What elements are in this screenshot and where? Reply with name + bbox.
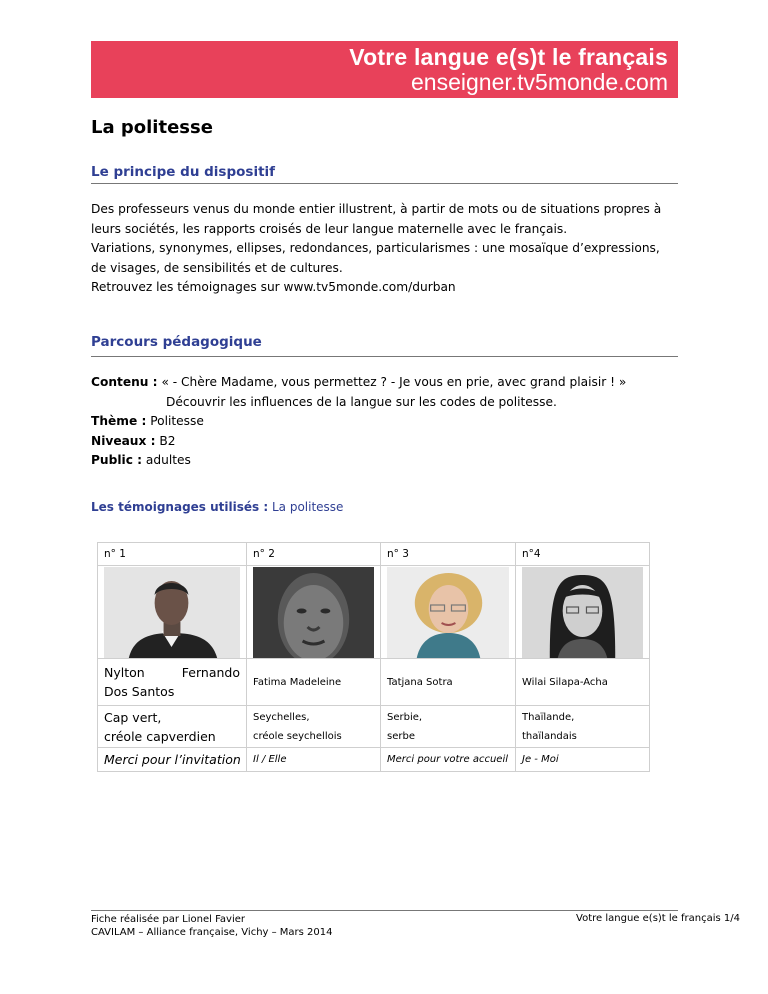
section-divider <box>91 356 678 357</box>
contenu-detail: Découvrir les influences de la langue sur les codes de politesse. <box>166 395 557 409</box>
table-row <box>98 748 650 772</box>
table-cell <box>247 706 381 748</box>
temoin-expression: Je - Moi <box>522 754 559 765</box>
temoin-name: Wilai Silapa-Acha <box>522 676 608 688</box>
temoin-expression: Il / Elle <box>253 754 287 765</box>
temoin-country: Seychelles, <box>253 711 310 723</box>
banner-title: Votre langue e(s)t le français <box>349 44 668 70</box>
table-cell <box>516 748 650 772</box>
table-cell <box>247 748 381 772</box>
table-row <box>98 659 650 706</box>
temoignages-heading <box>91 500 343 514</box>
section-divider <box>91 183 678 184</box>
principe-paragraph <box>91 200 681 298</box>
banner-subtitle: enseigner.tv5monde.com <box>411 69 668 95</box>
temoin-name: Fatima Madeleine <box>253 676 342 688</box>
table-cell <box>247 659 381 706</box>
theme-line <box>91 412 204 432</box>
table-cell <box>98 543 247 566</box>
footer-page-number: Votre langue e(s)t le français 1/4 <box>576 913 740 924</box>
table-cell <box>247 566 381 659</box>
temoin-name: Tatjana Sotra <box>387 676 453 688</box>
table-cell <box>516 659 650 706</box>
table-cell <box>516 706 650 748</box>
contenu-line <box>91 373 626 393</box>
header-banner <box>91 41 678 98</box>
footer-organization: CAVILAM – Alliance française, Vichy – Mars 2014 <box>91 927 333 938</box>
public-value: adultes <box>145 453 191 467</box>
table-cell <box>98 706 247 748</box>
table-row <box>98 543 650 566</box>
temoin-language: créole seychellois <box>253 730 342 742</box>
theme-value: Politesse <box>150 414 204 428</box>
niveaux-value: B2 <box>159 434 176 448</box>
table-cell <box>381 543 516 566</box>
temoin-number: n° 2 <box>253 548 275 560</box>
temoin-language: serbe <box>387 730 415 742</box>
theme-label: Thème : <box>91 414 147 428</box>
principe-line: leurs sociétés, les rapports croisés de leur langue maternelle avec le français. <box>91 221 568 236</box>
contenu-label: Contenu : <box>91 375 158 389</box>
public-line <box>91 451 191 471</box>
temoin-name: Dos Santos <box>104 684 175 699</box>
table-cell <box>98 748 247 772</box>
temoin-number: n° 1 <box>104 548 126 560</box>
principe-line: Retrouvez les témoignages sur www.tv5monde.com/durban <box>91 280 456 294</box>
principe-line: Des professeurs venus du monde entier illustrent, à partir de mots ou de situations propres à <box>91 202 662 216</box>
contenu-value: « - Chère Madame, vous permettez ? - Je vous en prie, avec grand plaisir ! » <box>161 375 627 389</box>
temoignages-table <box>97 542 650 772</box>
portrait-photo <box>104 567 240 658</box>
portrait-photo <box>522 567 643 658</box>
temoin-country: Thaïlande, <box>522 711 575 723</box>
temoignages-value: La politesse <box>271 500 344 514</box>
niveaux-line <box>91 432 175 452</box>
portrait-photo <box>387 567 509 658</box>
temoin-name: Nylton <box>104 665 145 680</box>
table-cell <box>98 566 247 659</box>
page-title: La politesse <box>91 117 213 138</box>
table-cell <box>381 566 516 659</box>
table-row <box>98 566 650 659</box>
section-heading-principe: Le principe du dispositif <box>91 164 276 180</box>
table-cell <box>516 543 650 566</box>
temoin-expression: Merci pour votre accueil <box>387 754 509 765</box>
principe-line: de visages, de sensibilités et de cultures. <box>91 260 343 275</box>
temoin-country: Cap vert, <box>104 709 162 725</box>
temoin-country: Serbie, <box>387 711 423 723</box>
temoin-name: Fernando <box>181 665 240 680</box>
niveaux-label: Niveaux : <box>91 434 156 448</box>
temoin-expression: Merci pour l’invitation <box>104 752 241 767</box>
footer-divider <box>91 910 678 911</box>
table-cell <box>381 748 516 772</box>
temoignages-label: Les témoignages utilisés : <box>91 500 269 514</box>
portrait-photo <box>253 567 374 658</box>
table-cell <box>381 706 516 748</box>
temoin-number: n°4 <box>522 548 541 560</box>
table-cell <box>516 566 650 659</box>
principe-line: Variations, synonymes, ellipses, redondances, particularismes : une mosaïque d’expressions, <box>91 241 660 255</box>
public-label: Public : <box>91 453 143 467</box>
section-heading-parcours: Parcours pédagogique <box>91 334 262 350</box>
table-cell <box>247 543 381 566</box>
table-cell <box>381 659 516 706</box>
temoin-language: thaïlandais <box>522 730 577 742</box>
table-row <box>98 706 650 748</box>
footer-credits <box>91 913 333 939</box>
table-cell <box>98 659 247 706</box>
temoin-language: créole capverdien <box>104 728 216 744</box>
footer-author: Fiche réalisée par Lionel Favier <box>91 914 245 925</box>
temoin-number: n° 3 <box>387 548 409 560</box>
temoin-name-line <box>104 663 240 682</box>
